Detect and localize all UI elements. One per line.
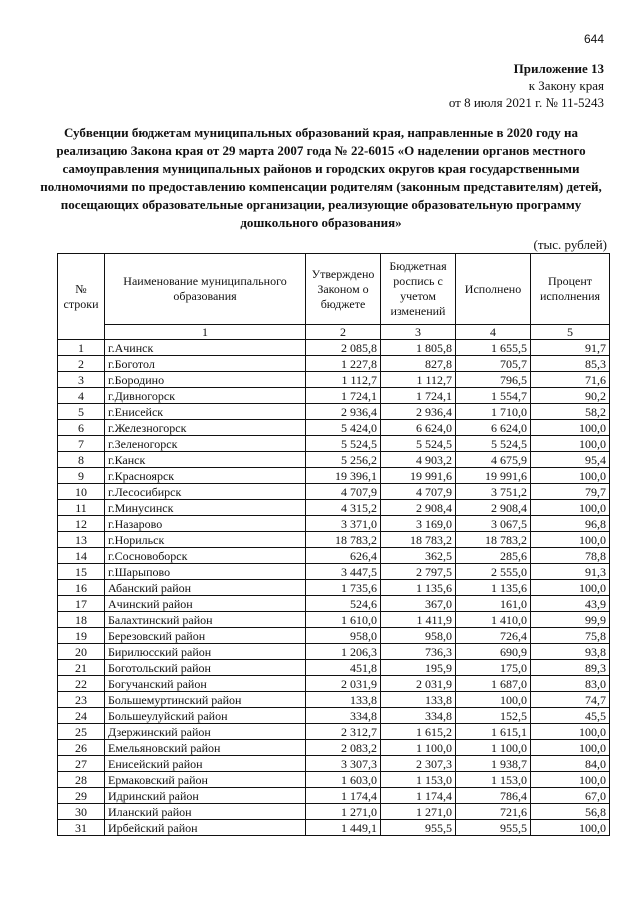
cell-municipality: Идринский район <box>105 788 306 804</box>
cell-executed: 4 675,9 <box>456 452 531 468</box>
cell-budget-schedule: 955,5 <box>381 820 456 836</box>
table-row <box>58 660 610 676</box>
cell-budget-schedule: 133,8 <box>381 692 456 708</box>
cell-percent: 100,0 <box>531 500 610 516</box>
header-number: 4 <box>456 325 531 340</box>
cell-budget-schedule: 1 112,7 <box>381 372 456 388</box>
cell-municipality: Ирбейский район <box>105 820 306 836</box>
table-row <box>58 452 610 468</box>
cell-approved: 334,8 <box>306 708 381 724</box>
cell-executed: 5 524,5 <box>456 436 531 452</box>
cell-executed: 705,7 <box>456 356 531 372</box>
page-number: 644 <box>583 32 604 46</box>
cell-row-number: 30 <box>58 804 105 820</box>
header-budget-schedule: Бюджетная роспись с учетом изменений <box>381 254 456 325</box>
cell-percent: 100,0 <box>531 820 610 836</box>
cell-approved: 4 707,9 <box>306 484 381 500</box>
cell-row-number: 29 <box>58 788 105 804</box>
table-row <box>58 548 610 564</box>
table-body <box>58 340 610 836</box>
table-row <box>58 692 610 708</box>
cell-approved: 1 271,0 <box>306 804 381 820</box>
cell-percent: 100,0 <box>531 468 610 484</box>
cell-row-number: 19 <box>58 628 105 644</box>
cell-municipality: Березовский район <box>105 628 306 644</box>
table-row <box>58 756 610 772</box>
cell-municipality: г.Железногорск <box>105 420 306 436</box>
header-row-number: № строки <box>58 254 105 340</box>
cell-approved: 1 227,8 <box>306 356 381 372</box>
cell-percent: 83,0 <box>531 676 610 692</box>
cell-municipality: г.Енисейск <box>105 404 306 420</box>
cell-budget-schedule: 1 615,2 <box>381 724 456 740</box>
document-title: Субвенции бюджетам муниципальных образований края, направленные в 2020 году на реализацию Закона края от 29 марта 2007 года № 22-6015 «О наделении органов местного самоуправления муниципальных районов и городских округов края государственными полномочиями по предоставлению компенсации родителям (законным представителям) детей, посещающих образовательные организации, реализующие образовательную программу дошкольного образования» <box>40 125 602 230</box>
table-row <box>58 404 610 420</box>
cell-approved: 2 312,7 <box>306 724 381 740</box>
table-row <box>58 820 610 836</box>
cell-row-number: 11 <box>58 500 105 516</box>
cell-approved: 5 424,0 <box>306 420 381 436</box>
cell-municipality: г.Боготол <box>105 356 306 372</box>
cell-budget-schedule: 958,0 <box>381 628 456 644</box>
cell-executed: 2 555,0 <box>456 564 531 580</box>
cell-municipality: Иланский район <box>105 804 306 820</box>
cell-percent: 100,0 <box>531 772 610 788</box>
cell-approved: 1 724,1 <box>306 388 381 404</box>
cell-budget-schedule: 1 271,0 <box>381 804 456 820</box>
cell-executed: 690,9 <box>456 644 531 660</box>
appendix-title: Приложение 13 <box>513 61 604 76</box>
cell-approved: 3 307,3 <box>306 756 381 772</box>
cell-percent: 95,4 <box>531 452 610 468</box>
cell-executed: 786,4 <box>456 788 531 804</box>
cell-budget-schedule: 2 908,4 <box>381 500 456 516</box>
cell-percent: 100,0 <box>531 580 610 596</box>
cell-percent: 91,3 <box>531 564 610 580</box>
subsidies-table <box>57 253 610 836</box>
table-row <box>58 788 610 804</box>
cell-budget-schedule: 19 991,6 <box>381 468 456 484</box>
table-row <box>58 740 610 756</box>
header-percent: Процент исполнения <box>531 254 610 325</box>
cell-percent: 74,7 <box>531 692 610 708</box>
cell-executed: 3 751,2 <box>456 484 531 500</box>
cell-row-number: 9 <box>58 468 105 484</box>
cell-approved: 4 315,2 <box>306 500 381 516</box>
cell-approved: 1 174,4 <box>306 788 381 804</box>
table-header-row <box>58 254 610 325</box>
cell-percent: 43,9 <box>531 596 610 612</box>
cell-executed: 1 655,5 <box>456 340 531 356</box>
cell-row-number: 5 <box>58 404 105 420</box>
cell-row-number: 31 <box>58 820 105 836</box>
table-row <box>58 484 610 500</box>
cell-approved: 1 603,0 <box>306 772 381 788</box>
cell-percent: 71,6 <box>531 372 610 388</box>
cell-municipality: Ачинский район <box>105 596 306 612</box>
cell-row-number: 22 <box>58 676 105 692</box>
cell-row-number: 6 <box>58 420 105 436</box>
cell-percent: 100,0 <box>531 436 610 452</box>
cell-executed: 18 783,2 <box>456 532 531 548</box>
cell-municipality: г.Бородино <box>105 372 306 388</box>
appendix-block <box>449 60 604 111</box>
cell-budget-schedule: 1 135,6 <box>381 580 456 596</box>
cell-municipality: Богучанский район <box>105 676 306 692</box>
cell-budget-schedule: 6 624,0 <box>381 420 456 436</box>
header-municipality: Наименование муниципального образования <box>105 254 306 325</box>
cell-row-number: 2 <box>58 356 105 372</box>
cell-approved: 5 256,2 <box>306 452 381 468</box>
cell-municipality: г.Дивногорск <box>105 388 306 404</box>
cell-municipality: Абанский район <box>105 580 306 596</box>
cell-percent: 67,0 <box>531 788 610 804</box>
cell-budget-schedule: 334,8 <box>381 708 456 724</box>
cell-row-number: 3 <box>58 372 105 388</box>
cell-approved: 2 936,4 <box>306 404 381 420</box>
cell-municipality: г.Минусинск <box>105 500 306 516</box>
cell-budget-schedule: 362,5 <box>381 548 456 564</box>
cell-budget-schedule: 195,9 <box>381 660 456 676</box>
cell-executed: 1 938,7 <box>456 756 531 772</box>
cell-row-number: 8 <box>58 452 105 468</box>
cell-row-number: 15 <box>58 564 105 580</box>
cell-percent: 100,0 <box>531 740 610 756</box>
cell-budget-schedule: 2 797,5 <box>381 564 456 580</box>
cell-executed: 796,5 <box>456 372 531 388</box>
cell-approved: 2 083,2 <box>306 740 381 756</box>
cell-row-number: 18 <box>58 612 105 628</box>
cell-percent: 91,7 <box>531 340 610 356</box>
cell-municipality: Дзержинский район <box>105 724 306 740</box>
cell-executed: 19 991,6 <box>456 468 531 484</box>
cell-percent: 96,8 <box>531 516 610 532</box>
cell-budget-schedule: 4 707,9 <box>381 484 456 500</box>
cell-municipality: г.Красноярск <box>105 468 306 484</box>
header-number: 5 <box>531 325 610 340</box>
cell-budget-schedule: 827,8 <box>381 356 456 372</box>
cell-executed: 1 153,0 <box>456 772 531 788</box>
cell-budget-schedule: 4 903,2 <box>381 452 456 468</box>
table-row <box>58 644 610 660</box>
cell-percent: 100,0 <box>531 532 610 548</box>
cell-percent: 84,0 <box>531 756 610 772</box>
cell-budget-schedule: 2 936,4 <box>381 404 456 420</box>
cell-municipality: Боготольский район <box>105 660 306 676</box>
cell-percent: 45,5 <box>531 708 610 724</box>
table-row <box>58 340 610 356</box>
cell-percent: 89,3 <box>531 660 610 676</box>
cell-approved: 1 206,3 <box>306 644 381 660</box>
cell-municipality: г.Зеленогорск <box>105 436 306 452</box>
cell-executed: 726,4 <box>456 628 531 644</box>
table-row <box>58 468 610 484</box>
table-row <box>58 804 610 820</box>
cell-approved: 958,0 <box>306 628 381 644</box>
cell-municipality: г.Лесосибирск <box>105 484 306 500</box>
appendix-line-2: от 8 июля 2021 г. № 11-5243 <box>448 95 604 110</box>
header-approved: Утверждено Законом о бюджете <box>306 254 381 325</box>
cell-percent: 79,7 <box>531 484 610 500</box>
cell-row-number: 17 <box>58 596 105 612</box>
table-row <box>58 628 610 644</box>
cell-percent: 85,3 <box>531 356 610 372</box>
table-row <box>58 420 610 436</box>
cell-approved: 1 112,7 <box>306 372 381 388</box>
cell-municipality: г.Канск <box>105 452 306 468</box>
cell-budget-schedule: 1 174,4 <box>381 788 456 804</box>
table-row <box>58 516 610 532</box>
cell-municipality: Енисейский район <box>105 756 306 772</box>
table-row <box>58 596 610 612</box>
cell-municipality: Балахтинский район <box>105 612 306 628</box>
cell-budget-schedule: 1 411,9 <box>381 612 456 628</box>
cell-budget-schedule: 18 783,2 <box>381 532 456 548</box>
table-header-numbers-row <box>58 325 610 340</box>
cell-executed: 1 710,0 <box>456 404 531 420</box>
table-row <box>58 436 610 452</box>
cell-municipality: Емельяновский район <box>105 740 306 756</box>
cell-executed: 175,0 <box>456 660 531 676</box>
cell-executed: 285,6 <box>456 548 531 564</box>
appendix-line-1: к Закону края <box>528 78 604 93</box>
cell-approved: 3 447,5 <box>306 564 381 580</box>
cell-approved: 1 610,0 <box>306 612 381 628</box>
table-row <box>58 500 610 516</box>
cell-municipality: Бирилюсский район <box>105 644 306 660</box>
cell-executed: 1 100,0 <box>456 740 531 756</box>
cell-approved: 133,8 <box>306 692 381 708</box>
cell-municipality: г.Шарыпово <box>105 564 306 580</box>
cell-approved: 1 449,1 <box>306 820 381 836</box>
cell-municipality: Большеулуйский район <box>105 708 306 724</box>
table-row <box>58 724 610 740</box>
cell-executed: 3 067,5 <box>456 516 531 532</box>
cell-row-number: 12 <box>58 516 105 532</box>
cell-row-number: 20 <box>58 644 105 660</box>
cell-budget-schedule: 1 805,8 <box>381 340 456 356</box>
cell-budget-schedule: 5 524,5 <box>381 436 456 452</box>
cell-budget-schedule: 2 031,9 <box>381 676 456 692</box>
cell-row-number: 4 <box>58 388 105 404</box>
cell-row-number: 14 <box>58 548 105 564</box>
cell-municipality: Ермаковский район <box>105 772 306 788</box>
cell-executed: 6 624,0 <box>456 420 531 436</box>
cell-row-number: 23 <box>58 692 105 708</box>
header-number: 3 <box>381 325 456 340</box>
cell-approved: 3 371,0 <box>306 516 381 532</box>
table-row <box>58 612 610 628</box>
cell-row-number: 24 <box>58 708 105 724</box>
cell-executed: 161,0 <box>456 596 531 612</box>
cell-row-number: 16 <box>58 580 105 596</box>
cell-row-number: 26 <box>58 740 105 756</box>
cell-approved: 1 735,6 <box>306 580 381 596</box>
cell-percent: 90,2 <box>531 388 610 404</box>
cell-row-number: 10 <box>58 484 105 500</box>
units-label: (тыс. рублей) <box>533 237 607 252</box>
cell-percent: 58,2 <box>531 404 610 420</box>
table-row <box>58 372 610 388</box>
cell-row-number: 21 <box>58 660 105 676</box>
cell-municipality: г.Назарово <box>105 516 306 532</box>
cell-row-number: 13 <box>58 532 105 548</box>
cell-municipality: Большемуртинский район <box>105 692 306 708</box>
cell-approved: 451,8 <box>306 660 381 676</box>
header-number: 2 <box>306 325 381 340</box>
table-row <box>58 356 610 372</box>
cell-row-number: 1 <box>58 340 105 356</box>
header-number: 1 <box>105 325 306 340</box>
cell-executed: 955,5 <box>456 820 531 836</box>
cell-percent: 99,9 <box>531 612 610 628</box>
cell-percent: 75,8 <box>531 628 610 644</box>
cell-municipality: г.Норильск <box>105 532 306 548</box>
table-row <box>58 676 610 692</box>
cell-executed: 721,6 <box>456 804 531 820</box>
header-executed: Исполнено <box>456 254 531 325</box>
table-row <box>58 580 610 596</box>
cell-percent: 100,0 <box>531 420 610 436</box>
cell-approved: 2 031,9 <box>306 676 381 692</box>
cell-executed: 1 687,0 <box>456 676 531 692</box>
cell-municipality: г.Ачинск <box>105 340 306 356</box>
cell-row-number: 7 <box>58 436 105 452</box>
table-row <box>58 772 610 788</box>
cell-municipality: г.Сосновоборск <box>105 548 306 564</box>
cell-executed: 1 410,0 <box>456 612 531 628</box>
cell-executed: 1 554,7 <box>456 388 531 404</box>
table-row <box>58 564 610 580</box>
cell-executed: 1 135,6 <box>456 580 531 596</box>
cell-budget-schedule: 3 169,0 <box>381 516 456 532</box>
table-row <box>58 388 610 404</box>
cell-percent: 93,8 <box>531 644 610 660</box>
table-row <box>58 532 610 548</box>
cell-executed: 1 615,1 <box>456 724 531 740</box>
table-row <box>58 708 610 724</box>
cell-budget-schedule: 367,0 <box>381 596 456 612</box>
cell-row-number: 25 <box>58 724 105 740</box>
cell-executed: 100,0 <box>456 692 531 708</box>
cell-budget-schedule: 736,3 <box>381 644 456 660</box>
cell-budget-schedule: 1 100,0 <box>381 740 456 756</box>
cell-percent: 56,8 <box>531 804 610 820</box>
cell-approved: 626,4 <box>306 548 381 564</box>
cell-percent: 100,0 <box>531 724 610 740</box>
cell-budget-schedule: 2 307,3 <box>381 756 456 772</box>
cell-approved: 524,6 <box>306 596 381 612</box>
cell-approved: 5 524,5 <box>306 436 381 452</box>
cell-percent: 78,8 <box>531 548 610 564</box>
cell-row-number: 27 <box>58 756 105 772</box>
cell-budget-schedule: 1 724,1 <box>381 388 456 404</box>
cell-approved: 2 085,8 <box>306 340 381 356</box>
cell-budget-schedule: 1 153,0 <box>381 772 456 788</box>
cell-row-number: 28 <box>58 772 105 788</box>
cell-executed: 152,5 <box>456 708 531 724</box>
cell-approved: 19 396,1 <box>306 468 381 484</box>
cell-executed: 2 908,4 <box>456 500 531 516</box>
cell-approved: 18 783,2 <box>306 532 381 548</box>
